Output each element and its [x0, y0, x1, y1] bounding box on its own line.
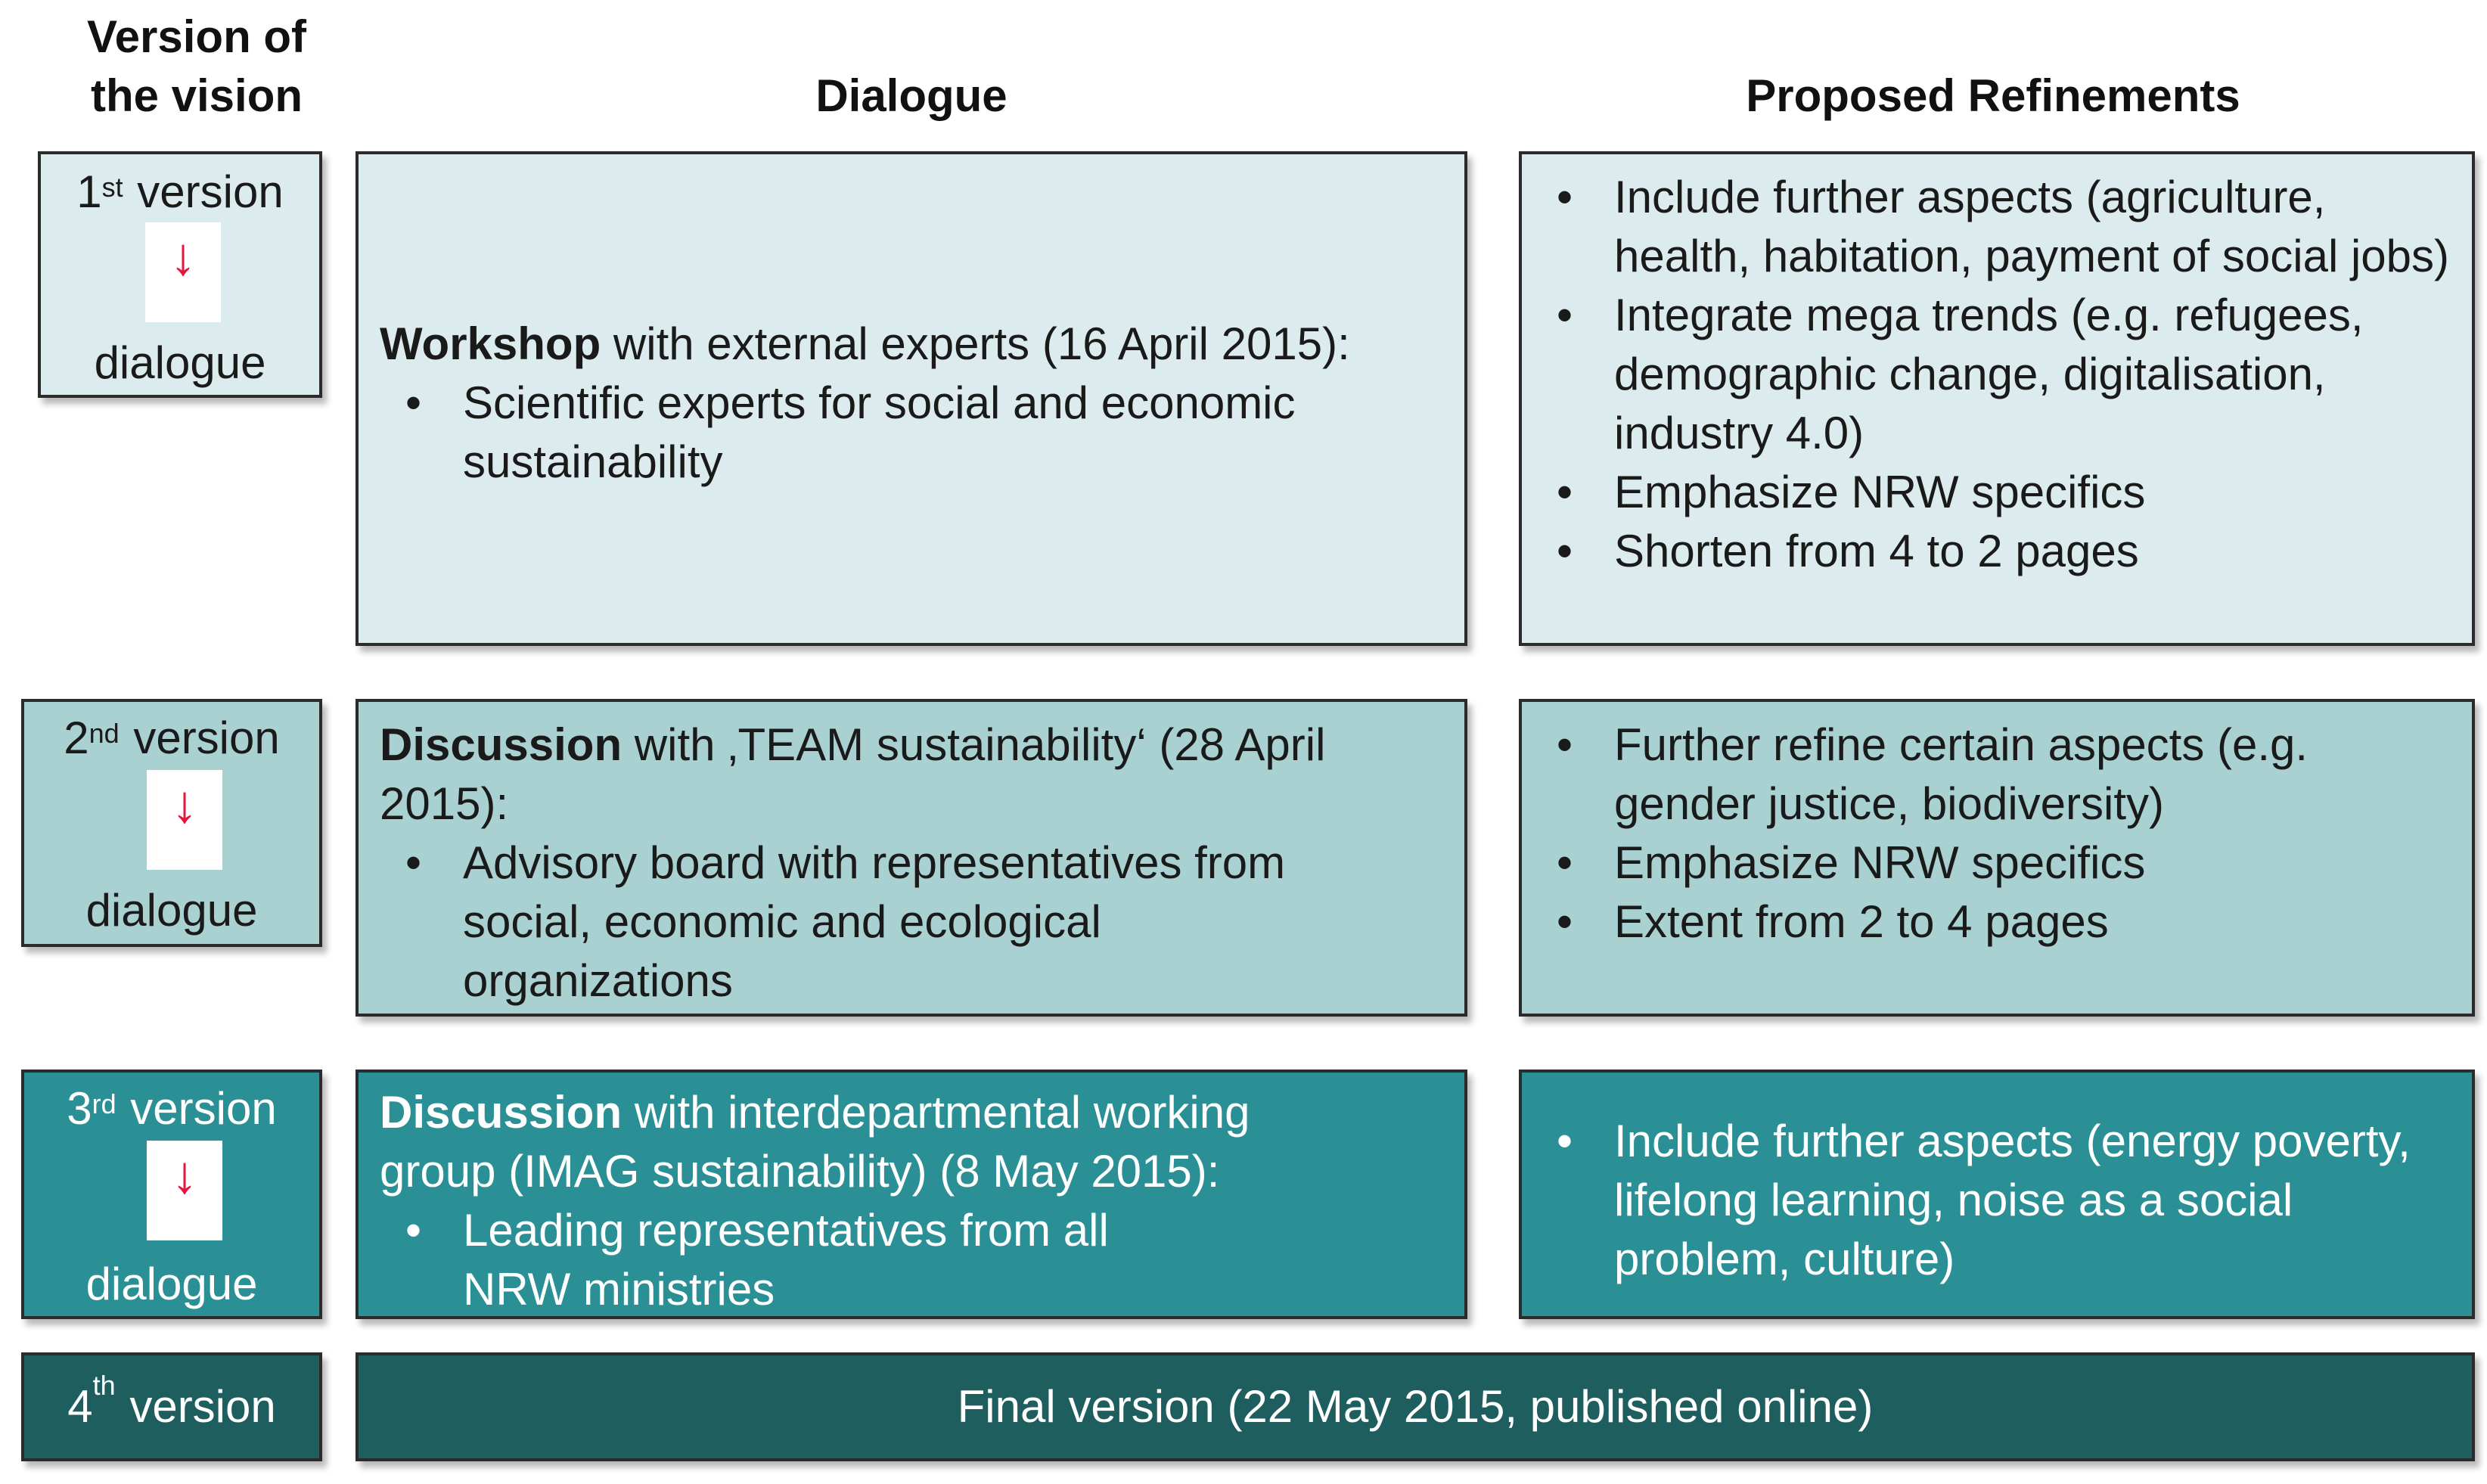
version-box-1 — [38, 151, 322, 398]
refinement-item: • Extent from 2 to 4 pages — [1531, 893, 2451, 952]
version-box-2 — [21, 699, 322, 947]
version-label: version — [116, 1381, 276, 1432]
version-number: 1 — [76, 166, 102, 217]
version-label: version — [117, 1083, 277, 1134]
dialogue-bullet-3: • Leading representatives from all NRW ministries — [380, 1201, 1443, 1319]
dialogue-box-2 — [356, 699, 1467, 1017]
version-suffix: st — [101, 172, 123, 203]
version-box-3 — [21, 1070, 322, 1319]
version-title-1 — [41, 165, 319, 219]
version-label: version — [120, 713, 280, 763]
dialogue-bullet-2: • Advisory board with representatives from social, economic and ecological organizations — [380, 834, 1443, 1011]
refinements-box-2 — [1519, 699, 2475, 1017]
down-arrow-icon: ↓ — [171, 775, 198, 834]
dialogue-heading-3 — [380, 1083, 1443, 1201]
refinement-item: • Include further aspects (energy poverty, lifelong learning, noise as a social problem, culture) — [1531, 1112, 2451, 1289]
refinement-item: • Integrate mega trends (e.g. refugees, demographic change, digitalisation, industry 4.0) — [1531, 286, 2451, 463]
refinement-item: • Emphasize NRW specifics — [1531, 834, 2451, 893]
refinements-box-3 — [1519, 1070, 2475, 1319]
version-dialogue-label-3: dialogue — [85, 1259, 258, 1309]
header-refinements: Proposed Refinements — [1746, 70, 2240, 121]
dialogue-box-3 — [356, 1070, 1467, 1319]
dialogue-text-2: with ‚TEAM sustainability‘ (28 April 2015): — [380, 719, 1326, 829]
dialogue-bold-3: Discussion — [380, 1087, 623, 1138]
version-number: 3 — [67, 1083, 92, 1134]
dialogue-bold-1: Workshop — [380, 318, 601, 369]
version-number: 4 — [67, 1381, 93, 1432]
down-arrow-icon: ↓ — [171, 1145, 198, 1204]
version-dialogue-label-2: dialogue — [85, 885, 258, 936]
header-version — [38, 8, 356, 126]
dialogue-heading-1 — [380, 315, 1443, 374]
refinement-item: • Shorten from 4 to 2 pages — [1531, 522, 2451, 581]
version-suffix: rd — [92, 1088, 116, 1119]
refinements-box-1 — [1519, 151, 2475, 646]
refinement-item: • Emphasize NRW specifics — [1531, 463, 2451, 522]
refinement-item: • Include further aspects (agriculture, health, habitation, payment of social jobs) — [1531, 168, 2451, 286]
refinement-item: • Further refine certain aspects (e.g. gender justice, biodiversity) — [1531, 716, 2451, 834]
final-version-text: Final version (22 May 2015, published online) — [957, 1381, 1874, 1432]
version-box-4 — [21, 1352, 322, 1461]
dialogue-bold-2: Discussion — [380, 719, 623, 770]
dialogue-heading-2 — [380, 716, 1443, 834]
down-arrow-icon: ↓ — [169, 227, 197, 286]
dialogue-box-1 — [356, 151, 1467, 646]
version-suffix: th — [92, 1370, 116, 1401]
version-label: version — [124, 166, 284, 217]
version-number: 2 — [64, 713, 89, 763]
final-version-box — [356, 1352, 2475, 1461]
version-suffix: nd — [88, 718, 120, 749]
version-title-2 — [24, 711, 319, 765]
header-version-line1: Version of — [86, 11, 307, 62]
version-dialogue-label-1: dialogue — [94, 337, 266, 388]
version-title-3 — [24, 1082, 319, 1136]
dialogue-text-1: with external experts (16 April 2015): — [601, 318, 1350, 369]
header-dialogue: Dialogue — [815, 70, 1008, 121]
dialogue-bullet-1: • Scientific experts for social and economic sustainability — [380, 374, 1443, 492]
dialogue-text-3: with interdepartmental working group (IMAG sustainability) (8 May 2015): — [380, 1087, 1250, 1197]
header-version-line2: the vision — [90, 70, 303, 121]
